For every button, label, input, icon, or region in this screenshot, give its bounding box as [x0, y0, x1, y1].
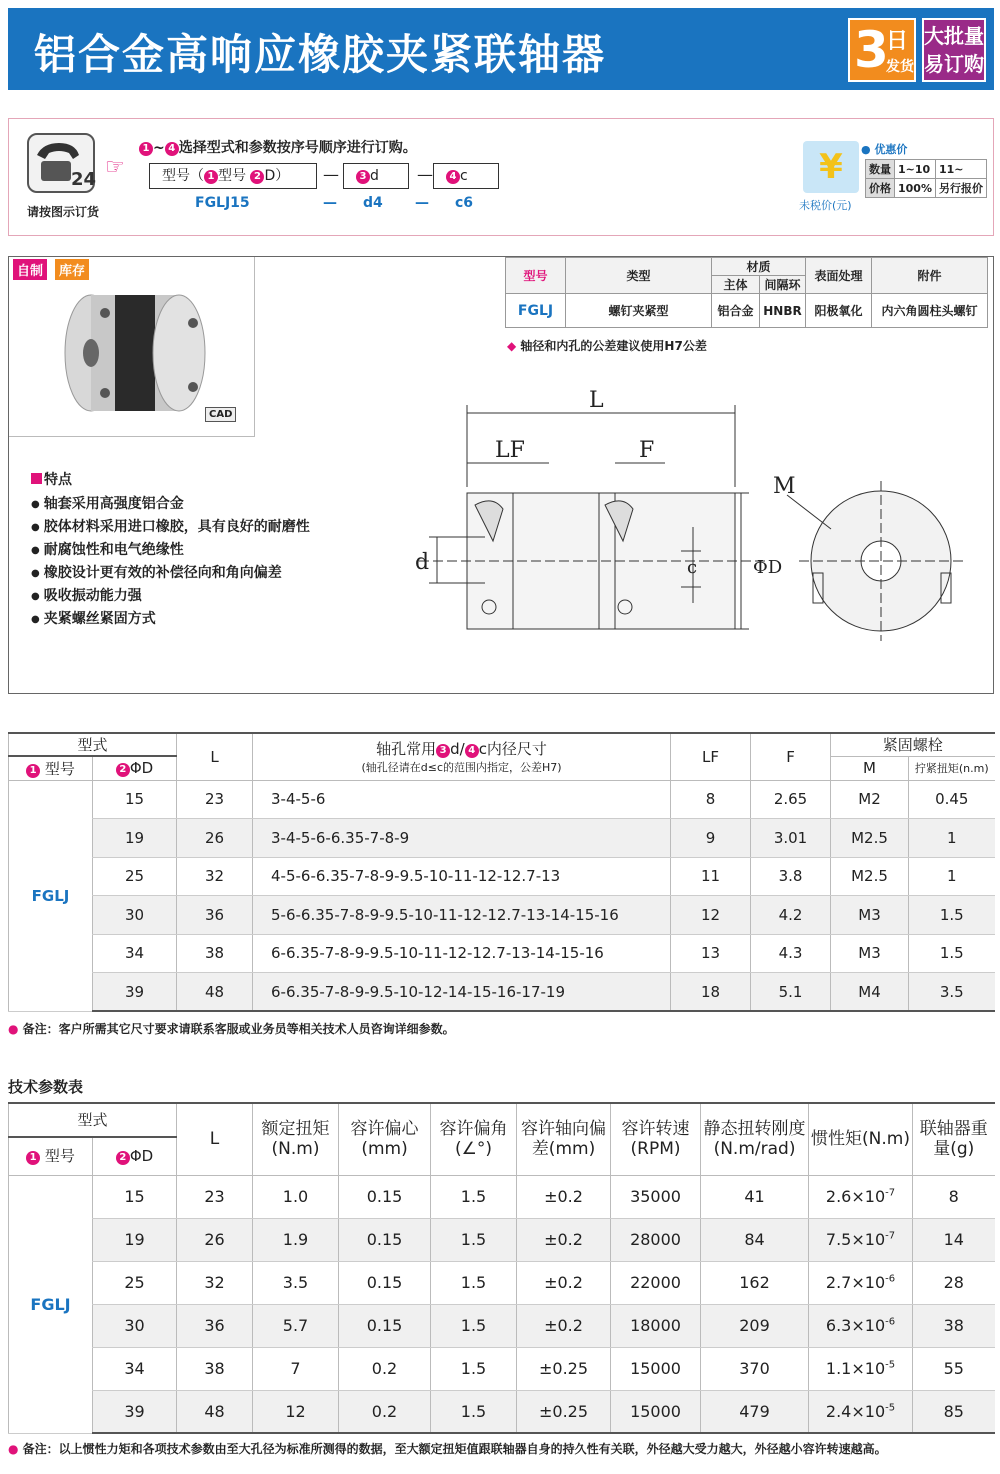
- example-c: c6: [455, 195, 474, 211]
- inertia-cell: [809, 1218, 913, 1261]
- table-cell: 23: [177, 780, 253, 819]
- inertia-exponent: -6: [885, 1273, 896, 1285]
- table-cell: 3-4-5-6-6.35-7-8-9: [253, 819, 671, 858]
- table-cell: ±0.2: [517, 1304, 611, 1347]
- num-4-icon: 4: [446, 170, 460, 184]
- table-cell: 28000: [611, 1218, 701, 1261]
- inertia-base: 7.5×10: [825, 1230, 886, 1249]
- table-cell: 84: [701, 1218, 809, 1261]
- dims-header-D-text: ΦD: [129, 759, 154, 778]
- dims-header-L: L: [177, 733, 253, 780]
- instruction-tilde: ~: [153, 140, 165, 156]
- num-2-icon: 2: [116, 1151, 130, 1165]
- table-cell: 15000: [611, 1347, 701, 1390]
- price-cell: 价格: [866, 179, 895, 198]
- num-2-icon: 2: [250, 170, 264, 184]
- table-row: [9, 857, 995, 896]
- dim-c-label: c: [687, 557, 698, 578]
- tech-header-type: 型式: [9, 1103, 177, 1137]
- table-cell: 0.45: [909, 780, 995, 819]
- dims-note-text: 备注：客户所需其它尺寸要求请联系客服或业务员等相关技术人员咨询详细参数。: [22, 1022, 455, 1036]
- dims-note: [8, 1020, 455, 1037]
- yen-icon: ¥: [803, 141, 859, 193]
- order-instruction: [139, 137, 417, 157]
- table-row: [9, 1347, 995, 1390]
- example-model: FGLJ15: [195, 195, 250, 211]
- table-cell: 36: [177, 896, 253, 935]
- table-cell: 32: [177, 857, 253, 896]
- table-cell: ±0.25: [517, 1347, 611, 1390]
- inertia-cell: [809, 1175, 913, 1218]
- table-cell: 2.65: [751, 780, 831, 819]
- dims-header-model-text: 型号: [44, 759, 75, 778]
- num-3-icon: 3: [436, 744, 450, 758]
- features-title: [31, 469, 72, 489]
- num-3-icon: 3: [356, 170, 370, 184]
- table-cell: 1.5: [431, 1390, 517, 1433]
- mat-accessory: 内六角圆柱头螺钉: [872, 294, 988, 328]
- table-cell: 162: [701, 1261, 809, 1304]
- dims-header-D: [93, 756, 177, 780]
- num-2-icon: 2: [116, 763, 130, 777]
- price-row: [866, 160, 987, 179]
- table-cell: 5-6-6.35-7-8-9-9.5-10-11-12-12.7-13-14-15-16: [253, 896, 671, 935]
- table-cell: 19: [93, 819, 177, 858]
- example-dash: —: [323, 195, 337, 211]
- table-cell: 0.15: [339, 1175, 431, 1218]
- feature-item: ● 吸收振动能力强: [31, 585, 310, 608]
- table-cell: 35000: [611, 1175, 701, 1218]
- cad-badge[interactable]: CAD: [205, 407, 236, 422]
- table-cell: 479: [701, 1390, 809, 1433]
- table-row: [9, 1175, 995, 1218]
- page-title: 铝合金高响应橡胶夹紧联轴器: [34, 30, 607, 79]
- price-label: 未税价(元): [799, 199, 852, 212]
- table-cell: 14: [913, 1218, 995, 1261]
- table-cell: 41: [701, 1175, 809, 1218]
- tolerance-note-text: 轴径和内孔的公差建议使用H7公差: [520, 339, 707, 353]
- table-cell: 1.5: [431, 1261, 517, 1304]
- inertia-exponent: -5: [885, 1359, 896, 1371]
- badge-day: 日: [886, 29, 909, 54]
- table-cell: 38: [177, 1347, 253, 1390]
- inertia-base: 1.1×10: [825, 1359, 886, 1378]
- feature-item: ● 胶体材料采用进口橡胶，具有良好的耐磨性: [31, 516, 310, 539]
- instruction-text: 选择型式和参数按序号顺序进行订购。: [178, 140, 417, 156]
- table-row: [9, 780, 995, 819]
- table-cell: 30: [93, 1304, 177, 1347]
- inertia-base: 2.7×10: [825, 1273, 886, 1292]
- c-box: [433, 163, 499, 189]
- dot-bullet-icon: ●: [8, 1022, 19, 1036]
- table-cell: 7: [253, 1347, 339, 1390]
- table-cell: 0.15: [339, 1304, 431, 1347]
- table-cell: 1.0: [253, 1175, 339, 1218]
- num-1-icon: 1: [26, 764, 40, 778]
- table-cell: 26: [177, 819, 253, 858]
- model-cell: FGLJ: [9, 1175, 93, 1433]
- table-row: [9, 1218, 995, 1261]
- table-cell: 4.2: [751, 896, 831, 935]
- dims-header-LF: LF: [671, 733, 751, 780]
- product-image-box: [9, 257, 255, 437]
- table-row: [9, 1304, 995, 1347]
- table-cell: 28: [913, 1261, 995, 1304]
- dims-header-F: F: [751, 733, 831, 780]
- table-cell: 209: [701, 1304, 809, 1347]
- dims-header-type: 型式: [9, 733, 177, 756]
- price-cell: 另行报价: [935, 179, 986, 198]
- tech-header-speed: 容许转速(RPM): [611, 1103, 701, 1175]
- table-cell: 0.2: [339, 1390, 431, 1433]
- table-cell: 19: [93, 1218, 177, 1261]
- table-cell: 12: [671, 896, 751, 935]
- bulk-order-badge: [922, 18, 986, 82]
- mat-header-body: 主体: [712, 276, 760, 294]
- table-cell: 15: [93, 780, 177, 819]
- mat-header-model: 型号: [506, 258, 566, 294]
- price-cell: 数量: [866, 160, 895, 179]
- svg-text:24: 24: [71, 169, 97, 190]
- table-row: [9, 934, 995, 973]
- d-box: [343, 163, 409, 189]
- inertia-cell: [809, 1304, 913, 1347]
- table-cell: 1.9: [253, 1218, 339, 1261]
- tech-header-axial: 容许轴向偏差(mm): [517, 1103, 611, 1175]
- dims-header-M: M: [831, 756, 909, 780]
- table-cell: 370: [701, 1347, 809, 1390]
- tech-note: [8, 1440, 887, 1457]
- mat-header-type: 类型: [566, 258, 712, 294]
- price-cell: 100%: [895, 179, 936, 198]
- table-cell: 26: [177, 1218, 253, 1261]
- pointing-hand-icon: ☞: [105, 155, 125, 180]
- table-cell: M4: [831, 973, 909, 1012]
- dims-header-hole-text: 轴孔常用 3 d/ 4 c内径尺寸: [376, 740, 547, 759]
- tech-header-stiff: 静态扭转刚度(N.m/rad): [701, 1103, 809, 1175]
- price-cell: 11~: [935, 160, 986, 179]
- price-title-text: 优惠价: [874, 143, 908, 156]
- table-cell: 3.5: [909, 973, 995, 1012]
- table-cell: 23: [177, 1175, 253, 1218]
- dims-header-hole: [253, 733, 671, 780]
- table-cell: ±0.2: [517, 1261, 611, 1304]
- inertia-cell: [809, 1261, 913, 1304]
- table-cell: 3.01: [751, 819, 831, 858]
- tech-header-D: [93, 1137, 177, 1175]
- table-cell: 8: [671, 780, 751, 819]
- badge-bulk: 大批量: [924, 24, 984, 48]
- table-cell: 48: [177, 973, 253, 1012]
- feature-item: ● 夹紧螺丝紧固方式: [31, 608, 310, 631]
- num-1-icon: 1: [204, 170, 218, 184]
- table-cell: 1.5: [431, 1218, 517, 1261]
- badge-number: 3: [854, 21, 889, 79]
- table-cell: 1: [909, 857, 995, 896]
- tech-header-torque: 额定扭矩(N.m): [253, 1103, 339, 1175]
- num-4-icon: 4: [465, 744, 479, 758]
- material-table: [505, 257, 988, 328]
- table-cell: ±0.2: [517, 1175, 611, 1218]
- material-row: [506, 294, 988, 328]
- table-cell: 0.15: [339, 1218, 431, 1261]
- tech-note-text: 备注：以上惯性力矩和各项技术参数由至大孔径为标准所测得的数据，至大额定扭矩值跟联轴器自身的持久性有关联，外径越大受力越大，外径越小容许转速越高。: [22, 1442, 887, 1456]
- dim-d-label: d: [415, 550, 430, 575]
- phone-label: 请按图示订货: [27, 205, 100, 219]
- price-cell: 1~10: [895, 160, 936, 179]
- product-section: [8, 256, 994, 694]
- diamond-bullet-icon: ◆: [507, 339, 517, 353]
- tech-header-angle: 容许偏角(∠°): [431, 1103, 517, 1175]
- table-cell: 1.5: [909, 896, 995, 935]
- tech-header-model: [9, 1137, 93, 1175]
- dash: —: [323, 165, 339, 184]
- mat-type: 螺钉夹紧型: [566, 294, 712, 328]
- table-cell: 3.8: [751, 857, 831, 896]
- table-cell: 0.15: [339, 1261, 431, 1304]
- num-4-icon: 4: [165, 142, 179, 156]
- table-cell: 32: [177, 1261, 253, 1304]
- table-cell: 4.3: [751, 934, 831, 973]
- tag-stock: 库存: [55, 259, 89, 280]
- badge-ship: 发货: [886, 59, 914, 75]
- table-cell: 25: [93, 1261, 177, 1304]
- table-cell: 5.7: [253, 1304, 339, 1347]
- table-cell: 55: [913, 1347, 995, 1390]
- table-cell: 18000: [611, 1304, 701, 1347]
- features-list: [31, 493, 310, 631]
- tech-header-ecc: 容许偏心(mm): [339, 1103, 431, 1175]
- model-cell: FGLJ: [9, 780, 93, 1011]
- table-cell: 6-6.35-7-8-9-9.5-10-11-12-12.7-13-14-15-16: [253, 934, 671, 973]
- num-1-icon: 1: [139, 142, 153, 156]
- tag-self: 自制: [13, 259, 47, 280]
- dims-header-hole-sub: (轴孔径请在d≤c的范围内指定，公差H7): [361, 761, 562, 775]
- num-1-icon: 1: [26, 1151, 40, 1165]
- mat-ring: HNBR: [760, 294, 806, 328]
- table-cell: 13: [671, 934, 751, 973]
- feature-item: ● 橡胶设计更有效的补偿径向和角向偏差: [31, 562, 310, 585]
- table-cell: 38: [177, 934, 253, 973]
- table-cell: 8: [913, 1175, 995, 1218]
- inertia-cell: [809, 1390, 913, 1433]
- mat-surface: 阳极氧化: [806, 294, 872, 328]
- table-row: [9, 1390, 995, 1433]
- table-cell: 4-5-6-6.35-7-8-9-9.5-10-11-12-12.7-13: [253, 857, 671, 896]
- table-cell: ±0.2: [517, 1218, 611, 1261]
- price-table: [865, 159, 987, 198]
- table-cell: M3: [831, 896, 909, 935]
- table-cell: M2.5: [831, 857, 909, 896]
- table-cell: 48: [177, 1390, 253, 1433]
- table-cell: 85: [913, 1390, 995, 1433]
- mat-header-accessory: 附件: [872, 258, 988, 294]
- table-cell: 15000: [611, 1390, 701, 1433]
- dim-L-label: L: [589, 388, 604, 413]
- mat-model: FGLJ: [506, 294, 566, 328]
- table-cell: 38: [913, 1304, 995, 1347]
- inertia-base: 2.6×10: [825, 1187, 886, 1206]
- tech-header-D-text: ΦD: [129, 1147, 154, 1166]
- table-cell: 30: [93, 896, 177, 935]
- table-cell: 5.1: [751, 973, 831, 1012]
- table-cell: 39: [93, 973, 177, 1012]
- tech-header-inertia: 惯性矩(N.m): [809, 1103, 913, 1175]
- table-cell: 3-4-5-6: [253, 780, 671, 819]
- table-cell: 18: [671, 973, 751, 1012]
- coupling-photo: [45, 283, 225, 423]
- table-cell: 1: [909, 819, 995, 858]
- table-cell: 34: [93, 1347, 177, 1390]
- dims-header-torque: 拧紧扭矩(n.m): [909, 756, 995, 780]
- inertia-base: 2.4×10: [825, 1401, 886, 1421]
- mat-header-surface: 表面处理: [806, 258, 872, 294]
- price-row: [866, 179, 987, 198]
- table-cell: 1.5: [909, 934, 995, 973]
- table-cell: 1.5: [431, 1347, 517, 1390]
- d-label: d: [370, 168, 379, 184]
- table-row: [9, 819, 995, 858]
- features-title-text: 特点: [44, 472, 72, 488]
- dims-header-screw: 紧固螺栓: [831, 733, 995, 756]
- dimension-drawing: [389, 377, 989, 677]
- inertia-cell: [809, 1347, 913, 1390]
- table-cell: 1.5: [431, 1304, 517, 1347]
- table-cell: M2.5: [831, 819, 909, 858]
- mat-header-ring: 间隔环: [760, 276, 806, 294]
- inertia-exponent: -7: [885, 1187, 896, 1199]
- tech-title: 技术参数表: [8, 1078, 84, 1096]
- table-cell: 39: [93, 1390, 177, 1433]
- square-bullet-icon: [31, 473, 42, 484]
- order-section: [8, 118, 994, 236]
- table-cell: M2: [831, 780, 909, 819]
- tech-table: [8, 1102, 995, 1434]
- tolerance-note: [507, 337, 707, 354]
- mat-body: 铝合金: [712, 294, 760, 328]
- dash: —: [417, 165, 433, 184]
- feature-item: ● 轴套采用高强度铝合金: [31, 493, 310, 516]
- dims-header-model: [9, 756, 93, 780]
- table-cell: 0.2: [339, 1347, 431, 1390]
- table-cell: 36: [177, 1304, 253, 1347]
- price-title: ● 优惠价: [861, 143, 908, 156]
- inertia-base: 6.3×10: [825, 1316, 886, 1335]
- dim-LF-label: LF: [495, 438, 525, 463]
- dot-bullet-icon: ●: [8, 1442, 19, 1456]
- table-row: [9, 973, 995, 1012]
- table-cell: 9: [671, 819, 751, 858]
- table-cell: 15: [93, 1175, 177, 1218]
- table-cell: M3: [831, 934, 909, 973]
- inertia-exponent: -5: [885, 1402, 896, 1414]
- title-banner: [8, 8, 994, 90]
- inertia-exponent: -6: [885, 1316, 896, 1328]
- table-cell: 6-6.35-7-8-9-9.5-10-12-14-15-16-17-19: [253, 973, 671, 1012]
- table-cell: 34: [93, 934, 177, 973]
- table-cell: 25: [93, 857, 177, 896]
- dim-F-label: F: [639, 438, 655, 463]
- table-cell: 12: [253, 1390, 339, 1433]
- c-label: c: [460, 168, 468, 184]
- table-cell: 1.5: [431, 1175, 517, 1218]
- dim-M-label: M: [773, 474, 796, 499]
- example-d: d4: [363, 195, 383, 211]
- table-row: [9, 1261, 995, 1304]
- phone-24-icon: [27, 133, 95, 193]
- tech-header-model-text: 型号: [44, 1147, 75, 1166]
- table-cell: 11: [671, 857, 751, 896]
- dimensions-table: [8, 732, 995, 1012]
- table-cell: 22000: [611, 1261, 701, 1304]
- three-day-badge: [848, 18, 916, 82]
- table-cell: 3.5: [253, 1261, 339, 1304]
- tech-header-weight: 联轴器重量(g): [913, 1103, 995, 1175]
- inertia-exponent: -7: [885, 1230, 896, 1242]
- mat-header-material: 材质: [712, 258, 806, 276]
- badge-order: 易订购: [924, 52, 984, 76]
- example-dash: —: [415, 195, 429, 211]
- model-box: 型号（ 1 型号 2 D）: [149, 163, 317, 189]
- feature-item: ● 耐腐蚀性和电气绝缘性: [31, 539, 310, 562]
- table-row: [9, 896, 995, 935]
- tech-header-L: L: [177, 1103, 253, 1175]
- dim-D-label: ΦD: [753, 557, 783, 578]
- table-cell: ±0.25: [517, 1390, 611, 1433]
